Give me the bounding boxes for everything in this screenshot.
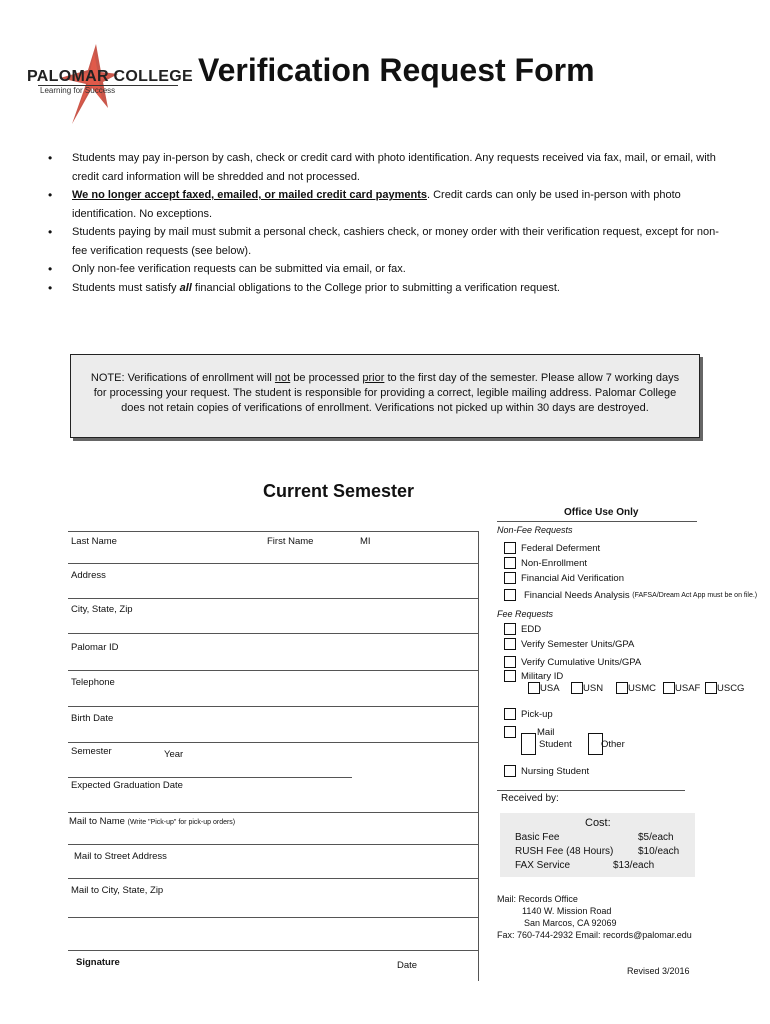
mail-to-city-label: Mail to City, State, Zip	[71, 885, 164, 896]
signature-line[interactable]	[68, 950, 478, 951]
office-title: Office Use Only	[564, 507, 639, 518]
pickup-checkbox[interactable]: Pick-up	[504, 708, 553, 720]
instruction-item: • Only non-fee verification requests can be submitted via email, or fax.	[42, 260, 732, 279]
usn-checkbox[interactable]: USN	[571, 682, 603, 694]
fee-heading: Fee Requests	[497, 609, 554, 619]
city-label: City, State, Zip	[71, 604, 133, 615]
checkbox-icon	[663, 682, 675, 694]
checkbox-icon	[504, 557, 516, 569]
date-label: Date	[397, 960, 418, 971]
usmc-checkbox[interactable]: USMC	[616, 682, 656, 694]
non-fee-heading: Non-Fee Requests	[497, 525, 573, 535]
checkbox-icon	[504, 656, 516, 668]
grad-date-field[interactable]	[68, 812, 478, 813]
note-text: NOTE: Verifications of enrollment will not be processed prior to the first day of the semester. Please allow 7 working days for processing your request. The student is responsible for providing a correct, legible mailing address. Palomar College does not retain copies of verifications of enrollment. Verifications not picked up within 30 days are destroyed.	[90, 372, 680, 414]
mail-checkbox[interactable]: Mail	[504, 726, 554, 738]
checkbox-icon	[504, 638, 516, 650]
palomar-id-label: Palomar ID	[71, 642, 119, 653]
other-label: Other	[601, 739, 625, 750]
nursing-checkbox[interactable]: Nursing Student	[504, 765, 589, 777]
verify-cumulative-checkbox[interactable]: Verify Cumulative Units/GPA	[504, 656, 641, 668]
checkbox-icon	[504, 589, 516, 601]
received-by-label: Received by:	[501, 793, 559, 804]
rush-fee-value: $10/each	[638, 846, 680, 857]
non-enrollment-checkbox[interactable]: Non-Enrollment	[504, 557, 587, 569]
last-name-field[interactable]	[68, 563, 478, 564]
palomar-id-field[interactable]	[68, 670, 478, 671]
checkbox-icon	[616, 682, 628, 694]
signature-label: Signature	[76, 957, 120, 968]
section-title: Current Semester	[263, 481, 415, 501]
logo-tagline: Learning for Success	[40, 86, 116, 95]
military-id-checkbox[interactable]: Military ID	[504, 670, 563, 682]
telephone-field[interactable]	[68, 706, 478, 707]
semester-label: Semester	[71, 746, 112, 757]
fax-fee-label: FAX Service	[515, 860, 571, 871]
first-name-label: First Name	[267, 536, 314, 547]
mail-to-name-label: Mail to Name (Write "Pick-up" for pick-up orders)	[69, 816, 236, 827]
instruction-item: • We no longer accept faxed, emailed, or mailed credit card payments. Credit cards can only be used in-person with photo identification. No exceptions.	[42, 186, 732, 223]
checkbox-icon	[571, 682, 583, 694]
mail-address: Mail: Records Office 1140 W. Mission Road San Marcos, CA 92069 Fax: 760-744-2932 Email: records@palomar.edu	[497, 894, 692, 940]
financial-aid-checkbox[interactable]: Financial Aid Verification	[504, 572, 624, 584]
fax-fee-value: $13/each	[613, 860, 655, 871]
checkbox-icon	[528, 682, 540, 694]
form-top-line	[68, 531, 478, 532]
city-field[interactable]	[68, 633, 478, 634]
checkbox-icon	[504, 708, 516, 720]
year-label: Year	[164, 749, 184, 760]
instruction-item: • Students paying by mail must submit a personal check, cashiers check, or money order with their verification request, except for non-fee verification requests (see below).	[42, 223, 732, 260]
address-label: Address	[71, 570, 106, 581]
checkbox-icon	[504, 726, 516, 738]
edd-checkbox[interactable]: EDD	[504, 623, 541, 635]
revised-date: Revised 3/2016	[627, 966, 690, 976]
mail-to-street-label: Mail to Street Address	[74, 851, 167, 862]
mail-to-name-field[interactable]	[68, 844, 478, 845]
telephone-label: Telephone	[71, 677, 115, 688]
uscg-checkbox[interactable]: USCG	[705, 682, 744, 694]
instruction-item: • Students must satisfy all financial obligations to the College prior to submitting a verification request.	[42, 279, 732, 298]
cost-title: Cost:	[585, 817, 611, 829]
usaf-checkbox[interactable]: USAF	[663, 682, 700, 694]
semester-field[interactable]	[68, 777, 352, 778]
checkbox-icon	[504, 670, 516, 682]
received-by-top-line	[497, 790, 685, 791]
last-name-label: Last Name	[71, 536, 117, 547]
checkbox-icon	[504, 542, 516, 554]
grad-date-label: Expected Graduation Date	[71, 780, 183, 791]
checkbox-icon	[504, 623, 516, 635]
mail-to-city-field[interactable]	[68, 917, 478, 918]
mail-to-street-field[interactable]	[68, 878, 478, 879]
checkbox-icon	[504, 765, 516, 777]
federal-deferment-checkbox[interactable]: Federal Deferment	[504, 542, 600, 554]
verify-semester-checkbox[interactable]: Verify Semester Units/GPA	[504, 638, 634, 650]
note-box	[70, 354, 700, 438]
form-divider	[478, 531, 479, 981]
logo-name: PALOMAR COLLEGE	[27, 68, 193, 85]
office-top-line	[497, 521, 697, 522]
birth-date-label: Birth Date	[71, 713, 114, 724]
rush-fee-label: RUSH Fee (48 Hours)	[515, 846, 614, 857]
basic-fee-value: $5/each	[638, 832, 674, 843]
birth-date-field[interactable]	[68, 742, 478, 743]
instruction-item: • Students may pay in-person by cash, check or credit card with photo identification. Any requests received via fax, mail, or email, with credit card information will be shredded and not processed.	[42, 149, 732, 186]
checkbox-icon	[705, 682, 717, 694]
usa-checkbox[interactable]: USA	[528, 682, 560, 694]
student-checkbox[interactable]	[521, 733, 536, 755]
student-label: Student	[539, 739, 572, 750]
address-field[interactable]	[68, 598, 478, 599]
instructions-list	[42, 149, 732, 297]
page-title: Verification Request Form	[198, 52, 595, 88]
checkbox-icon	[504, 572, 516, 584]
basic-fee-label: Basic Fee	[515, 832, 560, 843]
mi-label: MI	[360, 536, 371, 547]
financial-needs-checkbox[interactable]: Financial Needs Analysis (FAFSA/Dream Act App must be on file.)	[504, 589, 757, 601]
